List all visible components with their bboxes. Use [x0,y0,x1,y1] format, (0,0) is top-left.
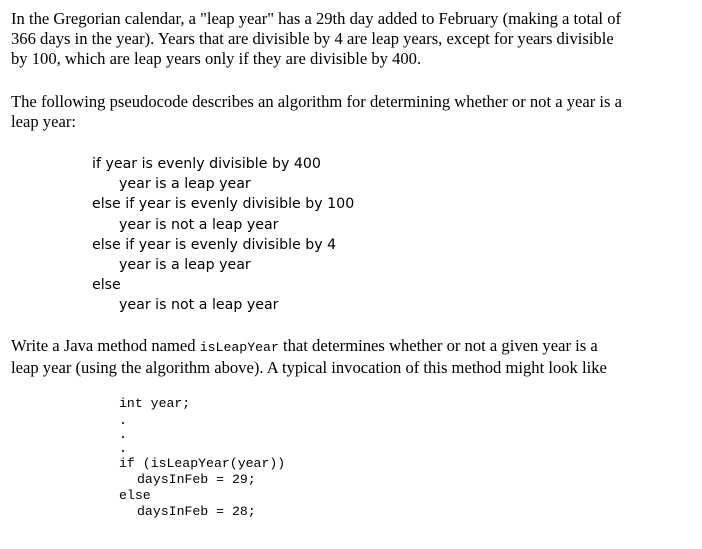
intro-line-3: by 100, which are leap years only if they are divisible by 400. [11,49,422,68]
task-line-1-after: that determines whether or not a given year is a [278,336,598,355]
pseudocode-line: year is not a leap year [119,216,279,233]
pseudocode-line: else [92,277,121,294]
code-declaration: int year; [119,396,191,411]
task-line-2: leap year (using the algorithm above). A typical invocation of this method might look like [11,358,607,377]
pseudocode-line: year is not a leap year [119,297,279,314]
task-line-1-before: Write a Java method named [11,336,200,355]
vertical-ellipsis [119,412,285,456]
intro-paragraph [11,9,695,69]
ellipsis-dot [122,436,124,438]
code-if-line: if (isLeapYear(year)) [119,456,286,471]
code-else-line: else [119,488,151,503]
task-paragraph [11,336,695,378]
pseudocode-line: if year is evenly divisible by 400 [92,156,321,172]
intro-line-1: In the Gregorian calendar, a "leap year" has a 29th day added to February (making a total of [11,9,622,28]
ellipsis-dot [122,450,124,452]
code-else-body: daysInFeb = 28; [137,504,256,519]
method-name: isLeapYear [199,340,279,355]
pseudocode-line: else if year is evenly divisible by 4 [92,236,337,253]
pseudocode-line: year is a leap year [119,176,251,193]
pseudocode-intro-line-1: The following pseudocode describes an algorithm for determining whether or not a year is a [11,92,623,111]
pseudocode-block [92,154,354,316]
pseudocode-intro-paragraph [11,92,695,132]
code-then-line: daysInFeb = 29; [137,472,256,487]
pseudocode-line: else if year is evenly divisible by 100 [92,196,355,213]
pseudocode-line: year is a leap year [119,257,251,274]
code-example [119,396,285,520]
ellipsis-dot [122,422,124,424]
pseudocode-intro-line-2: leap year: [11,112,76,131]
intro-line-2: 366 days in the year). Years that are divisible by 4 are leap years, except for years divisible [11,29,614,48]
task-line-1 [11,336,695,358]
